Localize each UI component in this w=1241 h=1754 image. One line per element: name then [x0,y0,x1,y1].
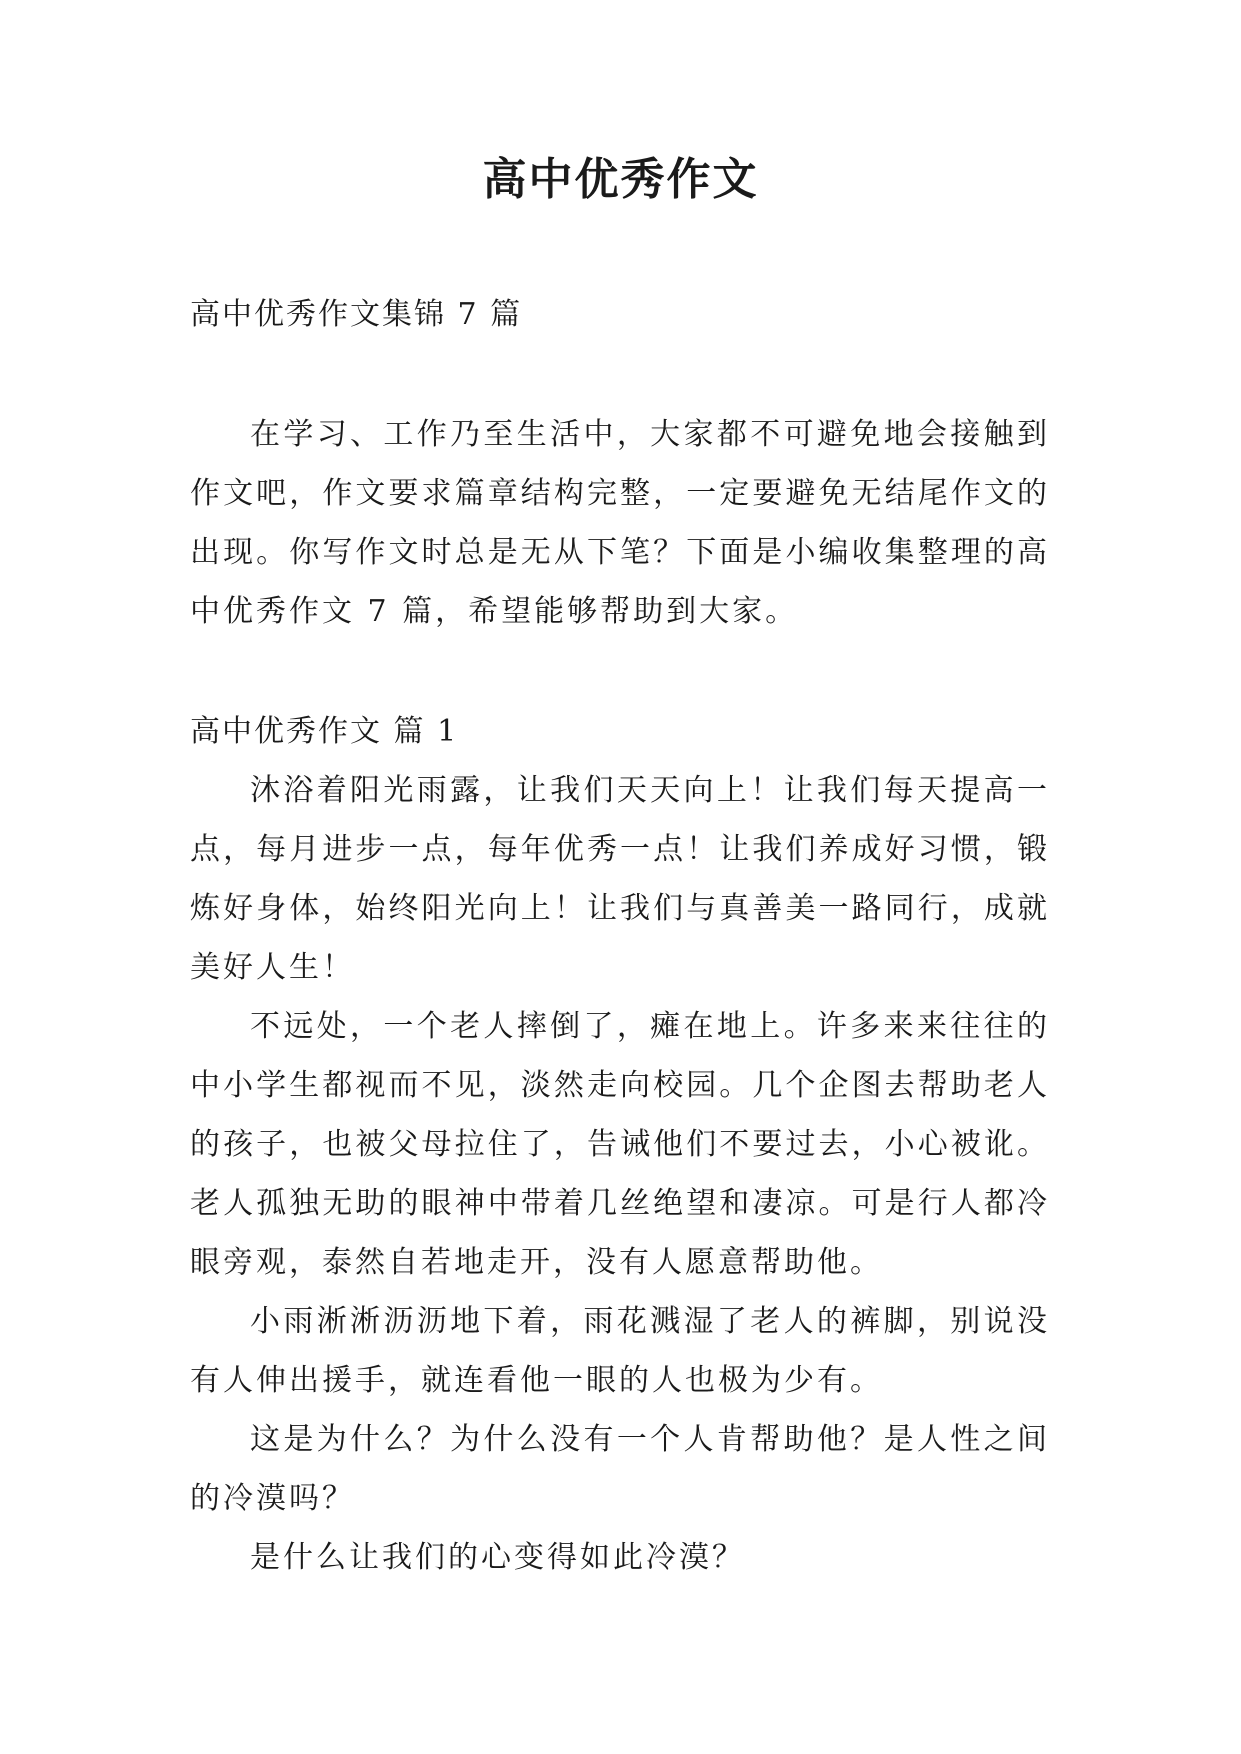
document-title: 高中优秀作文 [482,154,759,205]
body-paragraph: 这是为什么？为什么没有一个人肯帮助他？是人性之间的冷漠吗？ [190,1422,1050,1516]
body-paragraph: 小雨淅淅沥沥地下着，雨花溅湿了老人的裤脚，别说没有人伸出援手，就连看他一眼的人也极为少有。 [190,1304,1050,1398]
document-subtitle: 高中优秀作文集锦 7 篇 [190,297,523,332]
section-heading: 高中优秀作文 篇 1 [190,714,459,749]
body-paragraph: 是什么让我们的心变得如此冷漠？ [250,1540,745,1575]
intro-paragraph: 在学习、工作乃至生活中，大家都不可避免地会接触到作文吧，作文要求篇章结构完整，一定要避免无结尾作文的出现。你写作文时总是无从下笔？下面是小编收集整理的高中优秀作文 7 篇，希望能够帮助到大家。 [190,417,1050,629]
body-paragraph: 不远处，一个老人摔倒了，瘫在地上。许多来来往往的中小学生都视而不见，淡然走向校园。几个企图去帮助老人的孩子，也被父母拉住了，告诫他们不要过去，小心被讹。老人孤独无助的眼神中带着几丝绝望和凄凉。可是行人都冷眼旁观，泰然自若地走开，没有人愿意帮助他。 [190,1009,1050,1280]
body-paragraph: 沐浴着阳光雨露，让我们天天向上！让我们每天提高一点，每月进步一点，每年优秀一点！让我们养成好习惯，锻炼好身体，始终阳光向上！让我们与真善美一路同行，成就美好人生！ [190,773,1050,985]
document-body [190,285,1050,1587]
